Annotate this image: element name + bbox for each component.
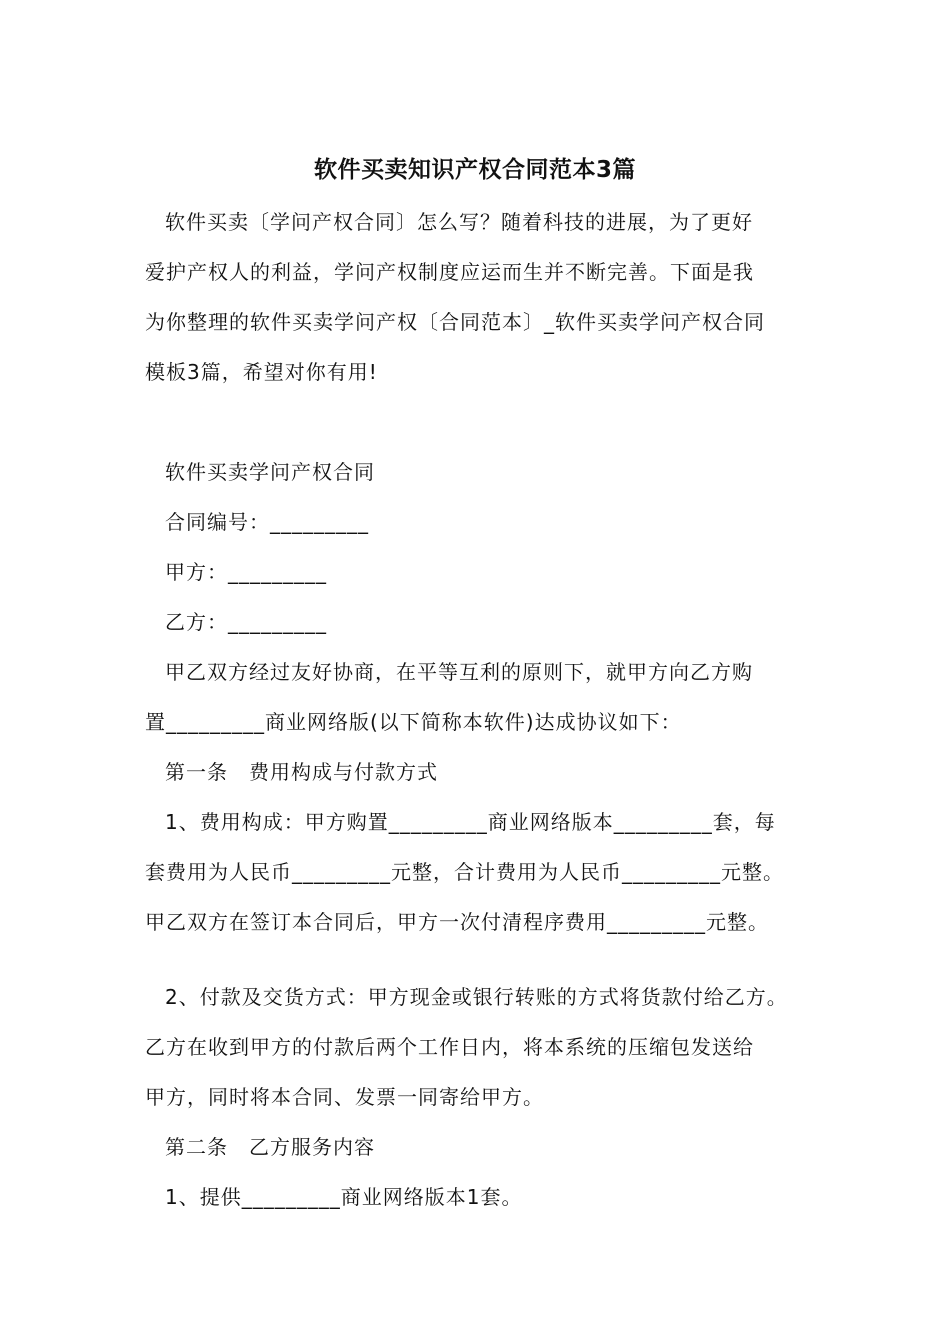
- payment-line-1: 2、付款及交货方式：甲方现金或银行转账的方式将货款付给乙方。: [165, 985, 788, 1009]
- payment-line-2: 乙方在收到甲方的付款后两个工作日内，将本系统的压缩包发送给: [145, 1035, 754, 1059]
- intro-line-3: 为你整理的软件买卖学问产权〔合同范本〕_软件买卖学问产权合同: [145, 310, 765, 334]
- payment-line-3: 甲方，同时将本合同、发票一同寄给甲方。: [145, 1085, 544, 1109]
- agreement-line-2: 置_________商业网络版(以下简称本软件)达成协议如下：: [145, 710, 682, 734]
- article-2-heading: 第二条 乙方服务内容: [165, 1135, 375, 1159]
- contract-heading: 软件买卖学问产权合同: [165, 460, 375, 484]
- agreement-line-1: 甲乙双方经过友好协商，在平等互利的原则下，就甲方向乙方购: [165, 660, 753, 684]
- fee-line-3: 甲乙双方在签订本合同后，甲方一次付清程序费用_________元整。: [145, 910, 769, 934]
- service-line-1: 1、提供_________商业网络版本1套。: [165, 1185, 523, 1209]
- intro-line-2: 爱护产权人的利益，学问产权制度应运而生并不断完善。下面是我: [145, 260, 754, 284]
- article-1-heading: 第一条 费用构成与付款方式: [165, 760, 438, 784]
- intro-line-1: 软件买卖〔学问产权合同〕怎么写？随着科技的进展，为了更好: [165, 210, 753, 234]
- fee-line-1: 1、费用构成：甲方购置_________商业网络版本_________套，每: [165, 810, 776, 834]
- fee-line-2: 套费用为人民币_________元整，合计费用为人民币_________元整。: [145, 860, 784, 884]
- contract-number-line: 合同编号：_________: [165, 510, 369, 534]
- document-title: 软件买卖知识产权合同范本3篇: [313, 157, 636, 183]
- party-a-line: 甲方：_________: [165, 560, 327, 584]
- party-b-line: 乙方：_________: [165, 610, 327, 634]
- intro-line-4: 模板3篇，希望对你有用!: [145, 360, 378, 384]
